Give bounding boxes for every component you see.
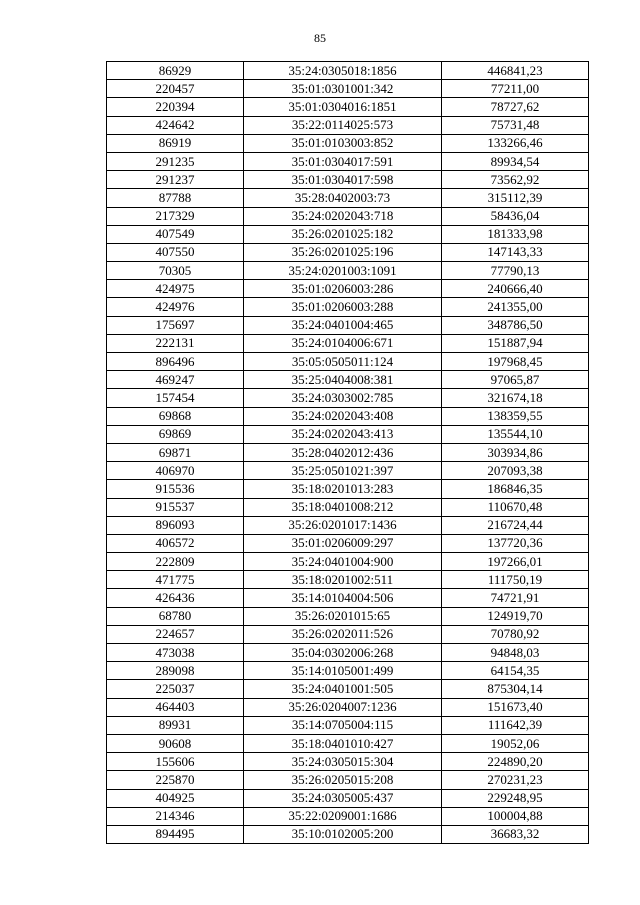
value-cell: 124919,70 [442, 607, 589, 625]
cadastral-number-cell: 35:24:0303002:785 [244, 389, 442, 407]
cadastral-number-cell: 35:01:0206009:297 [244, 534, 442, 552]
record-id-cell: 217329 [107, 207, 244, 225]
value-cell: 110670,48 [442, 498, 589, 516]
record-id-cell: 90608 [107, 734, 244, 752]
cadastral-number-cell: 35:24:0305018:1856 [244, 62, 442, 80]
cadastral-number-cell: 35:01:0304017:598 [244, 171, 442, 189]
cadastral-number-cell: 35:14:0105001:499 [244, 662, 442, 680]
value-cell: 875304,14 [442, 680, 589, 698]
value-cell: 77790,13 [442, 262, 589, 280]
value-cell: 111642,39 [442, 716, 589, 734]
cadastral-number-cell: 35:24:0305015:304 [244, 753, 442, 771]
value-cell: 147143,33 [442, 243, 589, 261]
table-row [107, 189, 589, 207]
page-number: 85 [314, 31, 326, 45]
table-row [107, 243, 589, 261]
record-id-cell: 86929 [107, 62, 244, 80]
value-cell: 137720,36 [442, 534, 589, 552]
value-cell: 100004,88 [442, 807, 589, 825]
cadastral-number-cell: 35:01:0304016:1851 [244, 98, 442, 116]
record-id-cell: 69868 [107, 407, 244, 425]
value-cell: 58436,04 [442, 207, 589, 225]
value-cell: 270231,23 [442, 771, 589, 789]
value-cell: 70780,92 [442, 625, 589, 643]
cadastral-number-cell: 35:25:0501021:397 [244, 462, 442, 480]
record-id-cell: 424642 [107, 116, 244, 134]
table-row [107, 625, 589, 643]
cadastral-number-cell: 35:14:0705004:115 [244, 716, 442, 734]
record-id-cell: 220394 [107, 98, 244, 116]
cadastral-number-cell: 35:01:0103003:852 [244, 134, 442, 152]
cadastral-number-cell: 35:22:0114025:573 [244, 116, 442, 134]
value-cell: 97065,87 [442, 371, 589, 389]
table-row [107, 607, 589, 625]
table-row [107, 571, 589, 589]
data-table [106, 61, 589, 844]
value-cell: 94848,03 [442, 644, 589, 662]
table-body [107, 62, 589, 844]
table-row [107, 425, 589, 443]
table-row [107, 771, 589, 789]
cadastral-number-cell: 35:28:0402012:436 [244, 443, 442, 461]
value-cell: 229248,95 [442, 789, 589, 807]
cadastral-number-cell: 35:24:0401004:465 [244, 316, 442, 334]
table-row [107, 152, 589, 170]
value-cell: 321674,18 [442, 389, 589, 407]
table-row [107, 353, 589, 371]
record-id-cell: 222131 [107, 334, 244, 352]
table-row [107, 389, 589, 407]
cadastral-number-cell: 35:18:0201002:511 [244, 571, 442, 589]
value-cell: 224890,20 [442, 753, 589, 771]
record-id-cell: 406572 [107, 534, 244, 552]
record-id-cell: 915536 [107, 480, 244, 498]
table-row [107, 262, 589, 280]
record-id-cell: 157454 [107, 389, 244, 407]
record-id-cell: 225870 [107, 771, 244, 789]
table-row [107, 789, 589, 807]
value-cell: 75731,48 [442, 116, 589, 134]
cadastral-number-cell: 35:24:0305005:437 [244, 789, 442, 807]
value-cell: 111750,19 [442, 571, 589, 589]
cadastral-number-cell: 35:26:0201017:1436 [244, 516, 442, 534]
table-row [107, 62, 589, 80]
record-id-cell: 214346 [107, 807, 244, 825]
table-row [107, 280, 589, 298]
cadastral-number-cell: 35:24:0401004:900 [244, 553, 442, 571]
record-id-cell: 896093 [107, 516, 244, 534]
record-id-cell: 424976 [107, 298, 244, 316]
value-cell: 133266,46 [442, 134, 589, 152]
record-id-cell: 68780 [107, 607, 244, 625]
cadastral-number-cell: 35:22:0209001:1686 [244, 807, 442, 825]
record-id-cell: 291235 [107, 152, 244, 170]
value-cell: 216724,44 [442, 516, 589, 534]
record-id-cell: 426436 [107, 589, 244, 607]
record-id-cell: 471775 [107, 571, 244, 589]
record-id-cell: 155606 [107, 753, 244, 771]
table-row [107, 316, 589, 334]
cadastral-number-cell: 35:26:0204007:1236 [244, 698, 442, 716]
record-id-cell: 220457 [107, 80, 244, 98]
value-cell: 77211,00 [442, 80, 589, 98]
value-cell: 186846,35 [442, 480, 589, 498]
value-cell: 138359,55 [442, 407, 589, 425]
record-id-cell: 222809 [107, 553, 244, 571]
record-id-cell: 291237 [107, 171, 244, 189]
cadastral-number-cell: 35:24:0104006:671 [244, 334, 442, 352]
value-cell: 89934,54 [442, 152, 589, 170]
record-id-cell: 70305 [107, 262, 244, 280]
table-row [107, 753, 589, 771]
value-cell: 348786,50 [442, 316, 589, 334]
cadastral-number-cell: 35:26:0202011:526 [244, 625, 442, 643]
cadastral-number-cell: 35:26:0205015:208 [244, 771, 442, 789]
value-cell: 197266,01 [442, 553, 589, 571]
cadastral-number-cell: 35:18:0401008:212 [244, 498, 442, 516]
table-row [107, 534, 589, 552]
cadastral-number-cell: 35:24:0401001:505 [244, 680, 442, 698]
table-row [107, 716, 589, 734]
record-id-cell: 407549 [107, 225, 244, 243]
value-cell: 241355,00 [442, 298, 589, 316]
cadastral-number-cell: 35:24:0202043:408 [244, 407, 442, 425]
record-id-cell: 86919 [107, 134, 244, 152]
table-row [107, 644, 589, 662]
record-id-cell: 289098 [107, 662, 244, 680]
value-cell: 135544,10 [442, 425, 589, 443]
cadastral-number-cell: 35:14:0104004:506 [244, 589, 442, 607]
value-cell: 19052,06 [442, 734, 589, 752]
table-row [107, 498, 589, 516]
table-row [107, 225, 589, 243]
table-row [107, 443, 589, 461]
cadastral-number-cell: 35:18:0401010:427 [244, 734, 442, 752]
record-id-cell: 224657 [107, 625, 244, 643]
table-row [107, 480, 589, 498]
cadastral-number-cell: 35:18:0201013:283 [244, 480, 442, 498]
record-id-cell: 896496 [107, 353, 244, 371]
table-row [107, 825, 589, 843]
record-id-cell: 175697 [107, 316, 244, 334]
record-id-cell: 404925 [107, 789, 244, 807]
cadastral-number-cell: 35:04:0302006:268 [244, 644, 442, 662]
cadastral-number-cell: 35:01:0206003:288 [244, 298, 442, 316]
cadastral-number-cell: 35:25:0404008:381 [244, 371, 442, 389]
table-row [107, 80, 589, 98]
table-row [107, 662, 589, 680]
record-id-cell: 407550 [107, 243, 244, 261]
table-row [107, 680, 589, 698]
value-cell: 207093,38 [442, 462, 589, 480]
table-row [107, 98, 589, 116]
cadastral-number-cell: 35:24:0202043:718 [244, 207, 442, 225]
table-row [107, 371, 589, 389]
table-row [107, 298, 589, 316]
table-row [107, 734, 589, 752]
cadastral-number-cell: 35:24:0202043:413 [244, 425, 442, 443]
cadastral-number-cell: 35:24:0201003:1091 [244, 262, 442, 280]
record-id-cell: 894495 [107, 825, 244, 843]
cadastral-number-cell: 35:26:0201025:196 [244, 243, 442, 261]
value-cell: 64154,35 [442, 662, 589, 680]
table-row [107, 807, 589, 825]
value-cell: 181333,98 [442, 225, 589, 243]
record-id-cell: 406970 [107, 462, 244, 480]
table-row [107, 134, 589, 152]
cadastral-number-cell: 35:26:0201015:65 [244, 607, 442, 625]
cadastral-number-cell: 35:28:0402003:73 [244, 189, 442, 207]
cadastral-number-cell: 35:01:0301001:342 [244, 80, 442, 98]
record-id-cell: 424975 [107, 280, 244, 298]
value-cell: 151673,40 [442, 698, 589, 716]
table-row [107, 462, 589, 480]
table-row [107, 116, 589, 134]
table-row [107, 553, 589, 571]
cadastral-number-cell: 35:01:0206003:286 [244, 280, 442, 298]
table-row [107, 516, 589, 534]
value-cell: 78727,62 [442, 98, 589, 116]
table-row [107, 589, 589, 607]
table-row [107, 171, 589, 189]
cadastral-number-cell: 35:01:0304017:591 [244, 152, 442, 170]
cadastral-number-cell: 35:26:0201025:182 [244, 225, 442, 243]
record-id-cell: 69869 [107, 425, 244, 443]
cadastral-number-cell: 35:10:0102005:200 [244, 825, 442, 843]
table-row [107, 407, 589, 425]
table-row [107, 698, 589, 716]
record-id-cell: 915537 [107, 498, 244, 516]
record-id-cell: 473038 [107, 644, 244, 662]
value-cell: 36683,32 [442, 825, 589, 843]
value-cell: 151887,94 [442, 334, 589, 352]
value-cell: 303934,86 [442, 443, 589, 461]
record-id-cell: 225037 [107, 680, 244, 698]
table-row [107, 207, 589, 225]
record-id-cell: 469247 [107, 371, 244, 389]
value-cell: 74721,91 [442, 589, 589, 607]
cadastral-number-cell: 35:05:0505011:124 [244, 353, 442, 371]
record-id-cell: 69871 [107, 443, 244, 461]
record-id-cell: 464403 [107, 698, 244, 716]
value-cell: 315112,39 [442, 189, 589, 207]
value-cell: 197968,45 [442, 353, 589, 371]
value-cell: 240666,40 [442, 280, 589, 298]
table-row [107, 334, 589, 352]
record-id-cell: 89931 [107, 716, 244, 734]
value-cell: 73562,92 [442, 171, 589, 189]
value-cell: 446841,23 [442, 62, 589, 80]
record-id-cell: 87788 [107, 189, 244, 207]
